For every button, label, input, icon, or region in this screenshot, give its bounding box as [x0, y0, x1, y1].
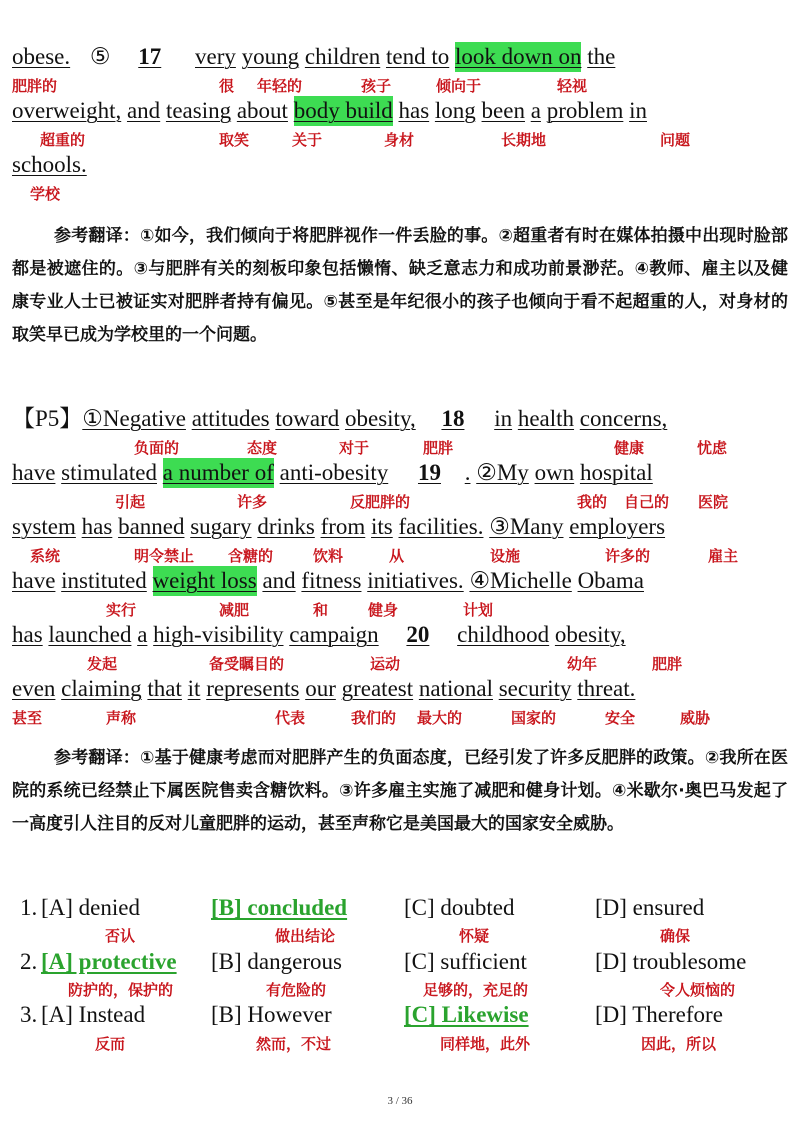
question-number: 1. — [20, 895, 38, 920]
option-gloss: 有危险的 — [266, 981, 327, 999]
word: has — [398, 98, 430, 123]
option-gloss: 防护的，保护的 — [68, 981, 174, 999]
word: obese. — [12, 44, 71, 69]
word: security — [498, 676, 572, 701]
gloss: 忧虑 — [697, 439, 728, 457]
word: hospital — [579, 460, 653, 485]
word: that — [147, 676, 182, 701]
gloss: 甚至 — [12, 709, 43, 727]
gloss: 肥胖 — [423, 439, 454, 457]
word: ①Negative — [82, 406, 186, 431]
word: teasing — [165, 98, 232, 123]
option-d: [D] troublesome — [595, 949, 747, 974]
gloss: 超重的 — [40, 131, 86, 149]
word: drinks — [257, 514, 315, 539]
gloss: 肥胖的 — [12, 77, 58, 95]
word: tend to — [385, 44, 450, 69]
word: own — [534, 460, 575, 485]
word: represents — [206, 676, 300, 701]
gloss: 医院 — [698, 493, 729, 511]
passage-line — [12, 566, 644, 596]
gloss: 负面的 — [134, 439, 180, 457]
word: greatest — [341, 676, 414, 701]
paragraph-tag: 【P5】 — [12, 406, 83, 431]
blank-number: 17 — [138, 44, 162, 69]
word: Obama — [577, 568, 644, 593]
word: instituted — [61, 568, 147, 593]
word: ②My — [476, 460, 529, 485]
gloss: 许多 — [237, 493, 268, 511]
gloss: 轻视 — [557, 77, 588, 95]
gloss: 引起 — [115, 493, 146, 511]
word: banned — [118, 514, 185, 539]
option-a-correct: [A] protective — [41, 949, 177, 974]
word: about — [236, 98, 288, 123]
word: . — [464, 460, 471, 485]
option-gloss: 怀疑 — [459, 927, 490, 945]
gloss: 含糖的 — [228, 547, 274, 565]
gloss: 许多的 — [605, 547, 651, 565]
option-gloss: 否认 — [105, 927, 136, 945]
word: concerns, — [579, 406, 668, 431]
word: long — [434, 98, 476, 123]
option-b-correct: [B] concluded — [211, 895, 348, 920]
word: threat. — [577, 676, 636, 701]
question-number: 2. — [20, 949, 38, 974]
gloss: 系统 — [30, 547, 61, 565]
word: the — [587, 44, 616, 69]
option-gloss: 同样地，此外 — [440, 1035, 531, 1053]
word: sugary — [190, 514, 252, 539]
gloss: 安全 — [605, 709, 636, 727]
word: toward — [275, 406, 340, 431]
page-number: 3 / 36 — [387, 1095, 413, 1107]
gloss: 对于 — [339, 439, 370, 457]
gloss: 明令禁止 — [134, 547, 195, 565]
gloss: 我们的 — [351, 709, 397, 727]
gloss: 运动 — [370, 655, 401, 673]
passage-line — [12, 404, 667, 434]
gloss: 最大的 — [417, 709, 463, 727]
word: overweight, — [12, 98, 122, 123]
gloss: 反肥胖的 — [350, 493, 411, 511]
word: a — [530, 98, 541, 123]
word: schools. — [12, 152, 87, 177]
gloss: 威胁 — [680, 709, 711, 727]
gloss: 幼年 — [567, 655, 598, 673]
option-gloss: 然而，不过 — [256, 1035, 332, 1053]
word: initiatives. — [367, 568, 464, 593]
word: obesity, — [345, 406, 416, 431]
blank-number: 20 — [406, 622, 430, 647]
reference-translation: 参考翻译：①基于健康考虑而对肥胖产生的负面态度，已经引发了许多反肥胖的政策。②我所在医院的系统已经禁止下属医院售卖含糖饮料。③许多雇主实施了减肥和健身计划。④米歇尔·奥巴马发起了一高度引人注目的反对儿童肥胖的运动，甚至声称它是美国最大的国家安全威胁。 — [12, 748, 788, 834]
option-c: [C] sufficient — [404, 949, 527, 974]
gloss: 我的 — [577, 493, 608, 511]
word: national — [418, 676, 493, 701]
word: and — [126, 98, 161, 123]
gloss: 饮料 — [313, 547, 344, 565]
gloss: 孩子 — [361, 77, 392, 95]
word: launched — [48, 622, 132, 647]
word: system — [12, 514, 76, 539]
passage-line — [12, 96, 647, 126]
word: in — [629, 98, 647, 123]
gloss: 肥胖 — [652, 655, 683, 673]
word: its — [371, 514, 393, 539]
word: problem — [546, 98, 624, 123]
gloss: 从 — [389, 547, 405, 565]
highlighted-phrase: look down on — [455, 42, 582, 72]
word: and — [262, 568, 296, 593]
gloss: 发起 — [87, 655, 118, 673]
option-a: [A] Instead — [41, 1002, 146, 1027]
word: very — [195, 44, 236, 69]
option-gloss: 足够的，充足的 — [423, 981, 529, 999]
option-gloss: 因此，所以 — [641, 1035, 717, 1053]
passage-line — [12, 674, 635, 704]
passage-line — [12, 620, 626, 650]
highlighted-phrase: weight loss — [153, 566, 257, 596]
word: been — [481, 98, 525, 123]
option-gloss: 做出结论 — [275, 927, 336, 945]
gloss: 关于 — [292, 131, 323, 149]
passage-line — [12, 458, 653, 488]
highlighted-phrase: body build — [294, 96, 393, 126]
passage-line — [12, 42, 615, 72]
word: children — [304, 44, 381, 69]
option-gloss: 令人烦恼的 — [660, 981, 736, 999]
blank-marker: ⑤ — [89, 44, 111, 69]
option-a: [A] denied — [41, 895, 140, 920]
word: campaign — [289, 622, 379, 647]
option-d: [D] ensured — [595, 895, 705, 920]
gloss: 学校 — [30, 185, 61, 203]
gloss: 健身 — [368, 601, 399, 619]
word: obesity, — [554, 622, 626, 647]
passage-line — [12, 512, 665, 542]
gloss: 态度 — [247, 439, 278, 457]
question-number: 3. — [20, 1002, 38, 1027]
gloss: 声称 — [106, 709, 137, 727]
word: it — [187, 676, 201, 701]
word: employers — [569, 514, 666, 539]
gloss: 代表 — [275, 709, 306, 727]
blank-number: 18 — [441, 406, 465, 431]
word: our — [305, 676, 336, 701]
highlighted-phrase: a number of — [163, 458, 274, 488]
option-gloss: 反而 — [95, 1035, 126, 1053]
word: ④Michelle — [469, 568, 572, 593]
word: facilities. — [398, 514, 484, 539]
option-b: [B] dangerous — [211, 949, 342, 974]
gloss: 倾向于 — [436, 77, 482, 95]
option-gloss: 确保 — [660, 927, 691, 945]
passage-line — [12, 150, 87, 180]
gloss: 减肥 — [219, 601, 250, 619]
word: stimulated — [61, 460, 157, 485]
gloss: 长期地 — [501, 131, 547, 149]
word: anti-obesity — [279, 460, 389, 485]
gloss: 计划 — [463, 601, 494, 619]
gloss: 很 — [219, 77, 235, 95]
word: have — [12, 460, 56, 485]
word: claiming — [61, 676, 142, 701]
word: has — [81, 514, 113, 539]
word: has — [12, 622, 43, 647]
gloss: 自己的 — [624, 493, 670, 511]
gloss: 取笑 — [219, 131, 250, 149]
word: fitness — [301, 568, 362, 593]
word: a — [137, 622, 148, 647]
option-c: [C] doubted — [404, 895, 515, 920]
word: from — [320, 514, 366, 539]
option-c-correct: [C] Likewise — [404, 1002, 529, 1027]
word: in — [494, 406, 513, 431]
reference-translation: 参考翻译：①如今，我们倾向于将肥胖视作一件丢脸的事。②超重者有时在媒体拍摄中出现时脸部都是被遮住的。③与肥胖有关的刻板印象包括懒惰、缺乏意志力和成功前景渺茫。④教师、雇主以及健康专业人士已被证实对肥胖者持有偏见。⑤甚至是年纪很小的孩子也倾向于看不起超重的人，对身材的取笑早已成为学校里的一个问题。 — [12, 226, 788, 345]
gloss: 实行 — [106, 601, 137, 619]
gloss: 问题 — [660, 131, 691, 149]
word: even — [12, 676, 56, 701]
option-d: [D] Therefore — [595, 1002, 723, 1027]
word: high-visibility — [153, 622, 284, 647]
word: ③Many — [489, 514, 564, 539]
gloss: 和 — [313, 601, 329, 619]
gloss: 雇主 — [708, 547, 739, 565]
word: young — [241, 44, 300, 69]
word: childhood — [457, 622, 550, 647]
gloss: 年轻的 — [257, 77, 303, 95]
word: have — [12, 568, 56, 593]
word: attitudes — [191, 406, 270, 431]
gloss: 健康 — [614, 439, 645, 457]
gloss: 国家的 — [511, 709, 557, 727]
gloss: 设施 — [490, 547, 521, 565]
gloss: 备受瞩目的 — [209, 655, 285, 673]
word: health — [517, 406, 575, 431]
gloss: 身材 — [384, 131, 415, 149]
blank-number: 19 — [417, 460, 441, 485]
option-b: [B] However — [211, 1002, 332, 1027]
